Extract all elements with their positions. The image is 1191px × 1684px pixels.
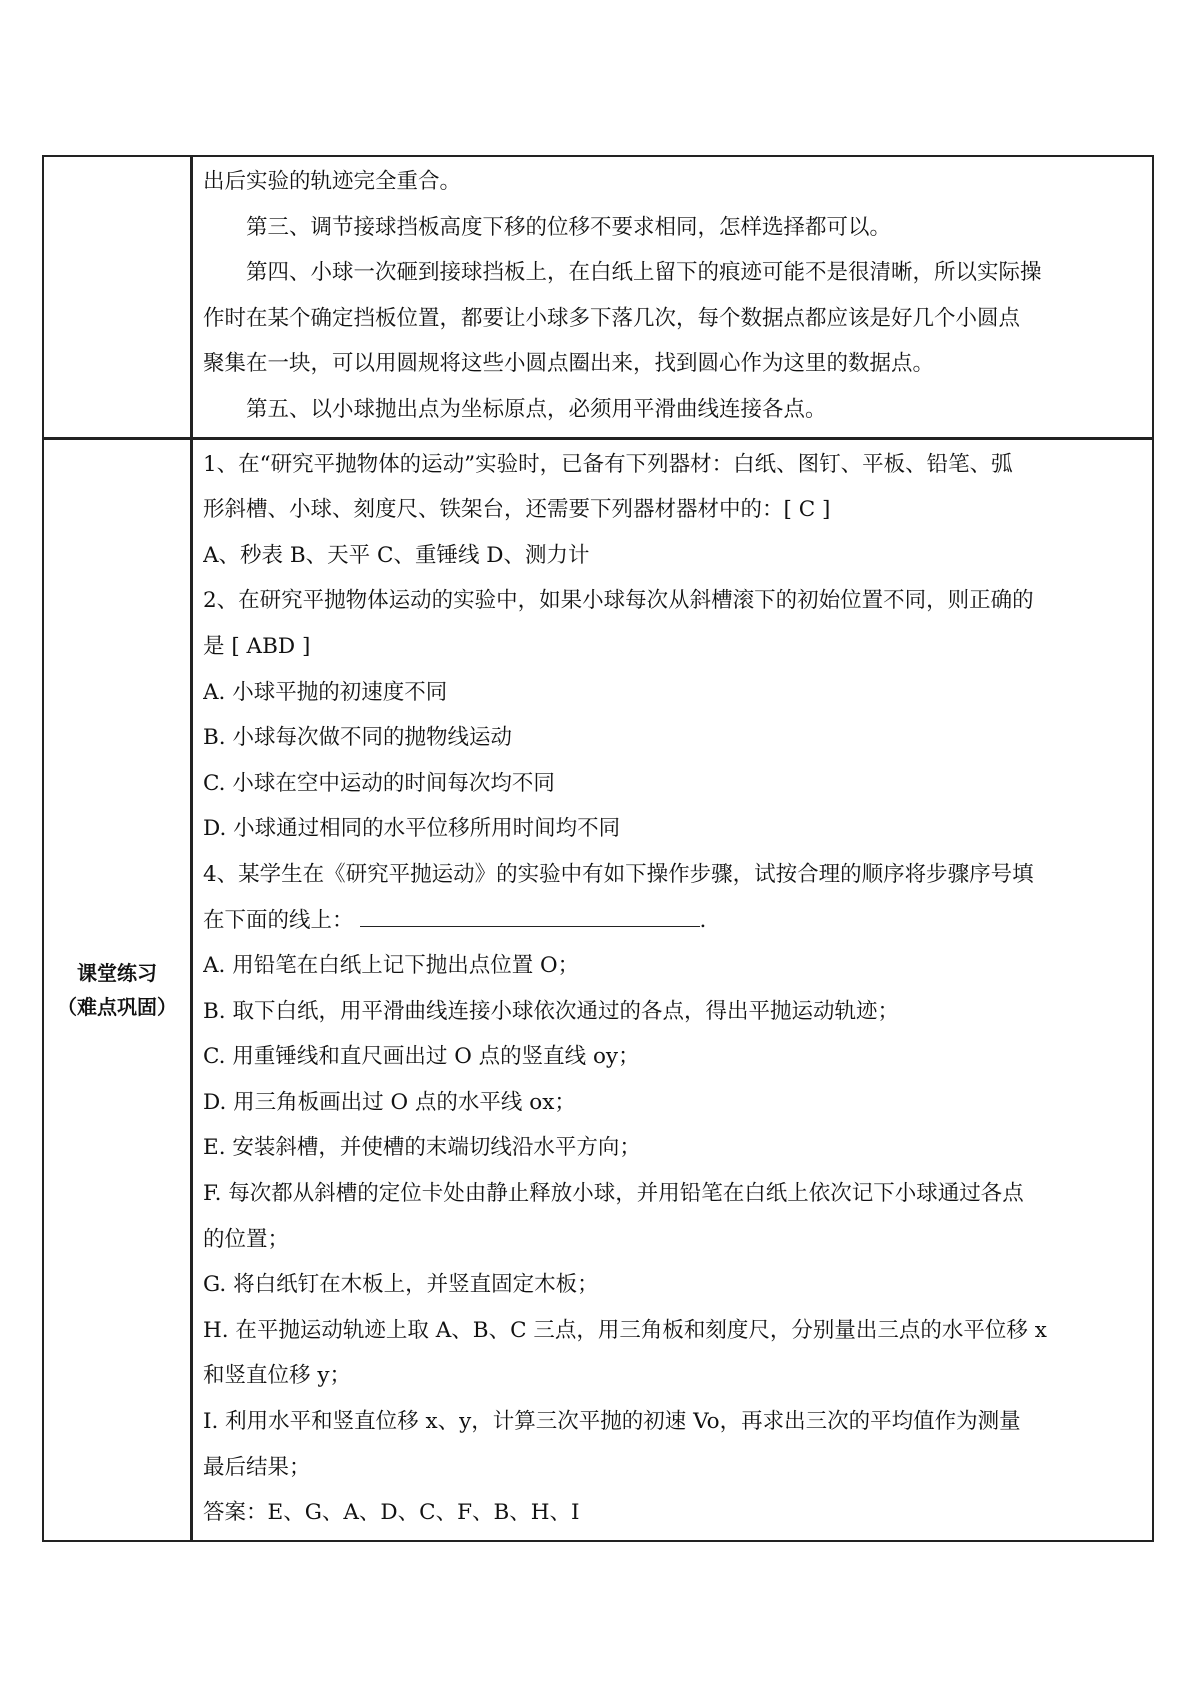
step-item: I. 利用水平和竖直位移 x、y，计算三次平抛的初速 Vo，再求出三次的平均值作为测量: [203, 1409, 1021, 1435]
step-item: C. 用重锤线和直尺画出过 O 点的竖直线 oy；: [203, 1044, 640, 1070]
question-4-prompt: 在下面的线上：: [203, 907, 354, 933]
step-item: D. 用三角板画出过 O 点的水平线 ox；: [203, 1089, 576, 1115]
step-item: 和竖直位移 y；: [203, 1363, 351, 1389]
notes-row: [43, 156, 1153, 438]
step-item: 的位置；: [203, 1226, 290, 1252]
exercise-row: [43, 438, 1153, 1541]
answer-blank: [360, 900, 700, 927]
note-line: 第三、调节接球挡板高度下移的位移不要求相同，怎样选择都可以。: [246, 214, 892, 240]
question-2-option-a: A. 小球平抛的初速度不同: [203, 679, 448, 705]
notes-label-cell: [43, 156, 192, 438]
note-line: 第四、小球一次砸到接球挡板上，在白纸上留下的痕迹可能不是很清晰，所以实际操: [246, 260, 1042, 286]
step-item: E. 安装斜槽，并使槽的末端切线沿水平方向；: [203, 1135, 641, 1161]
step-item: B. 取下白纸，用平滑曲线连接小球依次通过的各点，得出平抛运动轨迹；: [203, 998, 899, 1024]
question-4-answer-line: [203, 898, 1144, 944]
exercise-label-cell: [43, 438, 192, 1541]
step-item: G. 将白纸钉在木板上，并竖直固定木板；: [203, 1272, 599, 1298]
answer-text: 答案：E、G、A、D、C、F、B、H、I: [203, 1500, 580, 1526]
question-4-period: .: [699, 907, 707, 933]
step-item: F. 每次都从斜槽的定位卡处由静止释放小球，并用铅笔在白纸上依次记下小球通过各点: [203, 1181, 1024, 1207]
step-item: A. 用铅笔在白纸上记下抛出点位置 O；: [203, 953, 580, 979]
question-2-option-d: D. 小球通过相同的水平位移所用时间均不同: [203, 816, 621, 842]
lesson-table: [42, 155, 1154, 1542]
note-line: 作时在某个确定挡板位置，都要让小球多下落几次，每个数据点都应该是好几个小圆点: [203, 305, 1021, 331]
question-4-line: 4、某学生在《研究平抛运动》的实验中有如下操作步骤，试按合理的顺序将步骤序号填: [203, 861, 1034, 887]
exercise-label-subtitle: （难点巩固）: [57, 994, 177, 1019]
exercise-content-cell: [192, 438, 1154, 1541]
question-1-options: A、秒表 B、天平 C、重锤线 D、测力计: [203, 542, 590, 568]
question-2-option-b: B. 小球每次做不同的抛物线运动: [203, 725, 512, 751]
question-1-line: 形斜槽、小球、刻度尺、铁架台，还需要下列器材器材中的：[ C ]: [203, 497, 831, 523]
note-line: 出后实验的轨迹完全重合。: [203, 169, 462, 194]
step-item: 最后结果；: [203, 1454, 311, 1480]
notes-content-cell: [192, 156, 1154, 438]
note-line: 第五、以小球抛出点为坐标原点，必须用平滑曲线连接各点。: [246, 396, 827, 422]
question-2-line: 2、在研究平抛物体运动的实验中，如果小球每次从斜槽滚下的初始位置不同，则正确的: [203, 588, 1034, 614]
question-2-line: 是 [ ABD ]: [203, 633, 311, 659]
exercise-label-title: 课堂练习: [77, 960, 157, 985]
step-item: H. 在平抛运动轨迹上取 A、B、C 三点，用三角板和刻度尺，分别量出三点的水平位移 x: [203, 1317, 1047, 1343]
question-1-line: 1、在“研究平抛物体的运动”实验时，已备有下列器材：白纸、图钉、平板、铅笔、弧: [203, 451, 1013, 477]
question-2-option-c: C. 小球在空中运动的时间每次均不同: [203, 770, 555, 796]
note-line: 聚集在一块，可以用圆规将这些小圆点圈出来，找到圆心作为这里的数据点。: [203, 351, 935, 377]
